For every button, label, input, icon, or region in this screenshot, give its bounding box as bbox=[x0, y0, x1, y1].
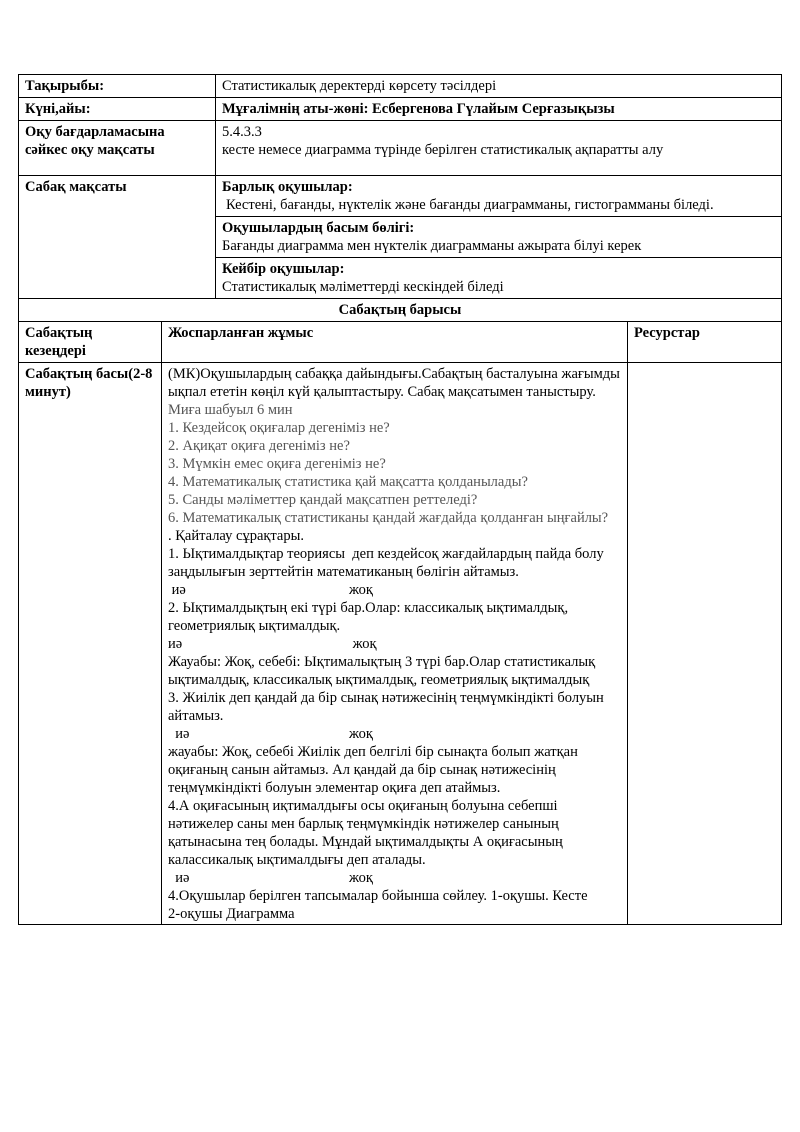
question-1: 1. Кездейсоқ оқиғалар дегеніміз не? bbox=[168, 420, 390, 436]
answer-2: Жауабы: Жоқ, себебі: Ықтималықтың 3 түрі бар.Олар статистикалық ықтималдық, классикалық ықтималдық, геометриялық ықтималдық bbox=[168, 654, 599, 688]
objective-row bbox=[19, 121, 782, 176]
goal-most-cell bbox=[216, 217, 782, 258]
review-title: . Қайталау сұрақтары. bbox=[168, 528, 304, 544]
answer-3: жауабы: Жоқ, себебі Жиілік деп белгілі бір сынақта болып жатқан оқиғаның санын айтамыз. Ал қандай да бір сынақ нәтижесінің теңмүмкіндікті болуын элементар оқиға деп атаймыз. bbox=[168, 744, 582, 796]
stage-start-work bbox=[162, 363, 628, 925]
lesson-plan-table bbox=[18, 74, 782, 925]
yes-no-1: иә жоқ bbox=[168, 582, 373, 598]
progress-header-row bbox=[19, 322, 782, 363]
objective-text: кесте немесе диаграмма түрінде берілген статистикалық ақпаратты алу bbox=[222, 142, 664, 158]
lesson-plan bbox=[18, 74, 781, 925]
col-work-header: Жоспарланған жұмыс bbox=[162, 322, 628, 363]
objective-code: 5.4.3.3 bbox=[222, 124, 262, 140]
date-row bbox=[19, 98, 782, 121]
goal-all-cell bbox=[216, 176, 782, 217]
progress-title: Сабақтың барысы bbox=[19, 299, 782, 322]
topic-value: Статистикалық деректерді көрсету тәсілдері bbox=[216, 75, 782, 98]
question-2: 2. Ақиқат оқиға дегеніміз не? bbox=[168, 438, 350, 454]
review-q4: 4.А оқиғасының иқтималдығы осы оқиғаның болуына себепші нәтижелер саны мен барлық теңмүмкіндік нәтижелер санының қатынасына тең болады. Мұндай ықтималдықты А оқиғасының каласcикалық ықтималдығы деп аталады. bbox=[168, 798, 567, 868]
yes-no-4: иә жоқ bbox=[168, 870, 373, 886]
question-5: 5. Санды мәліметтер қандай мақсатпен реттеледі? bbox=[168, 492, 478, 508]
goal-some-cell bbox=[216, 258, 782, 299]
date-label: Күні,айы: bbox=[19, 98, 216, 121]
objective-label: Оқу бағдарламасына сәйкес оқу мақсаты bbox=[19, 121, 216, 176]
stage-start-row bbox=[19, 363, 782, 925]
goal-most-text: Бағанды диаграмма мен нүктелік диаграмманы ажырата білуі керек bbox=[222, 238, 642, 254]
review-q2: 2. Ықтималдықтың екі түрі бар.Олар: классикалық ықтималдық, геометриялық ықтималдық. bbox=[168, 600, 572, 634]
review-q1: 1. Ықтималдықтар теориясы деп кездейсоқ жағдайлардың пайда болу заңдылығын зерттейтін математиканың бөлігін айтамыз. bbox=[168, 546, 608, 580]
stage-start-resources bbox=[628, 363, 782, 925]
topic-label: Тақырыбы: bbox=[19, 75, 216, 98]
progress-title-row bbox=[19, 299, 782, 322]
task-text-2: 2-оқушы Диаграмма bbox=[168, 906, 295, 922]
goal-most-title: Оқушылардың басым бөлігі: bbox=[222, 220, 415, 236]
col-resources-header: Ресурстар bbox=[628, 322, 782, 363]
review-q3: 3. Жиілік деп қандай да бір сынақ нәтижесінің теңмүмкіндікті болуын айтамыз. bbox=[168, 690, 608, 724]
intro-text: (МК)Оқушылардың сабаққа дайындығы.Сабақтың басталуына жағымды ықпал ететін көңіл күй қалыптастыру. Сабақ мақсатымен таныстыру. bbox=[168, 366, 624, 400]
question-3: 3. Мүмкін емес оқиға дегеніміз не? bbox=[168, 456, 386, 472]
brainstorm-title: Миға шабуыл 6 мин bbox=[168, 402, 293, 418]
teacher-name: Мұғалімнің аты-жөні: Есбергенова Гүлайым Серғазықызы bbox=[216, 98, 782, 121]
lesson-goal-label: Сабақ мақсаты bbox=[19, 176, 216, 299]
task-text: 4.Оқушылар берілген тапсымалар бойынша сөйлеу. 1-оқушы. Кесте bbox=[168, 888, 588, 904]
objective-cell bbox=[216, 121, 782, 176]
goal-some-title: Кейбір оқушылар: bbox=[222, 261, 345, 277]
question-4: 4. Математикалық статистика қай мақсатта қолданылады? bbox=[168, 474, 528, 490]
goal-all-text: Кестені, бағанды, нүктелік және бағанды диаграмманы, гистограмманы біледі. bbox=[226, 197, 714, 213]
col-stage-header: Сабақтың кезеңдері bbox=[19, 322, 162, 363]
yes-no-2: иә жоқ bbox=[168, 636, 377, 652]
yes-no-3: иә жоқ bbox=[168, 726, 373, 742]
stage-start-label: Сабақтың басы(2-8 минут) bbox=[19, 363, 162, 925]
topic-row bbox=[19, 75, 782, 98]
lesson-goal-row-1 bbox=[19, 176, 782, 217]
goal-all-title: Барлық оқушылар: bbox=[222, 179, 353, 195]
question-6: 6. Математикалық статистиканы қандай жағдайда қолданған ыңғайлы? bbox=[168, 510, 609, 526]
goal-some-text: Статистикалық мәліметтерді кескіндей біледі bbox=[222, 279, 504, 295]
